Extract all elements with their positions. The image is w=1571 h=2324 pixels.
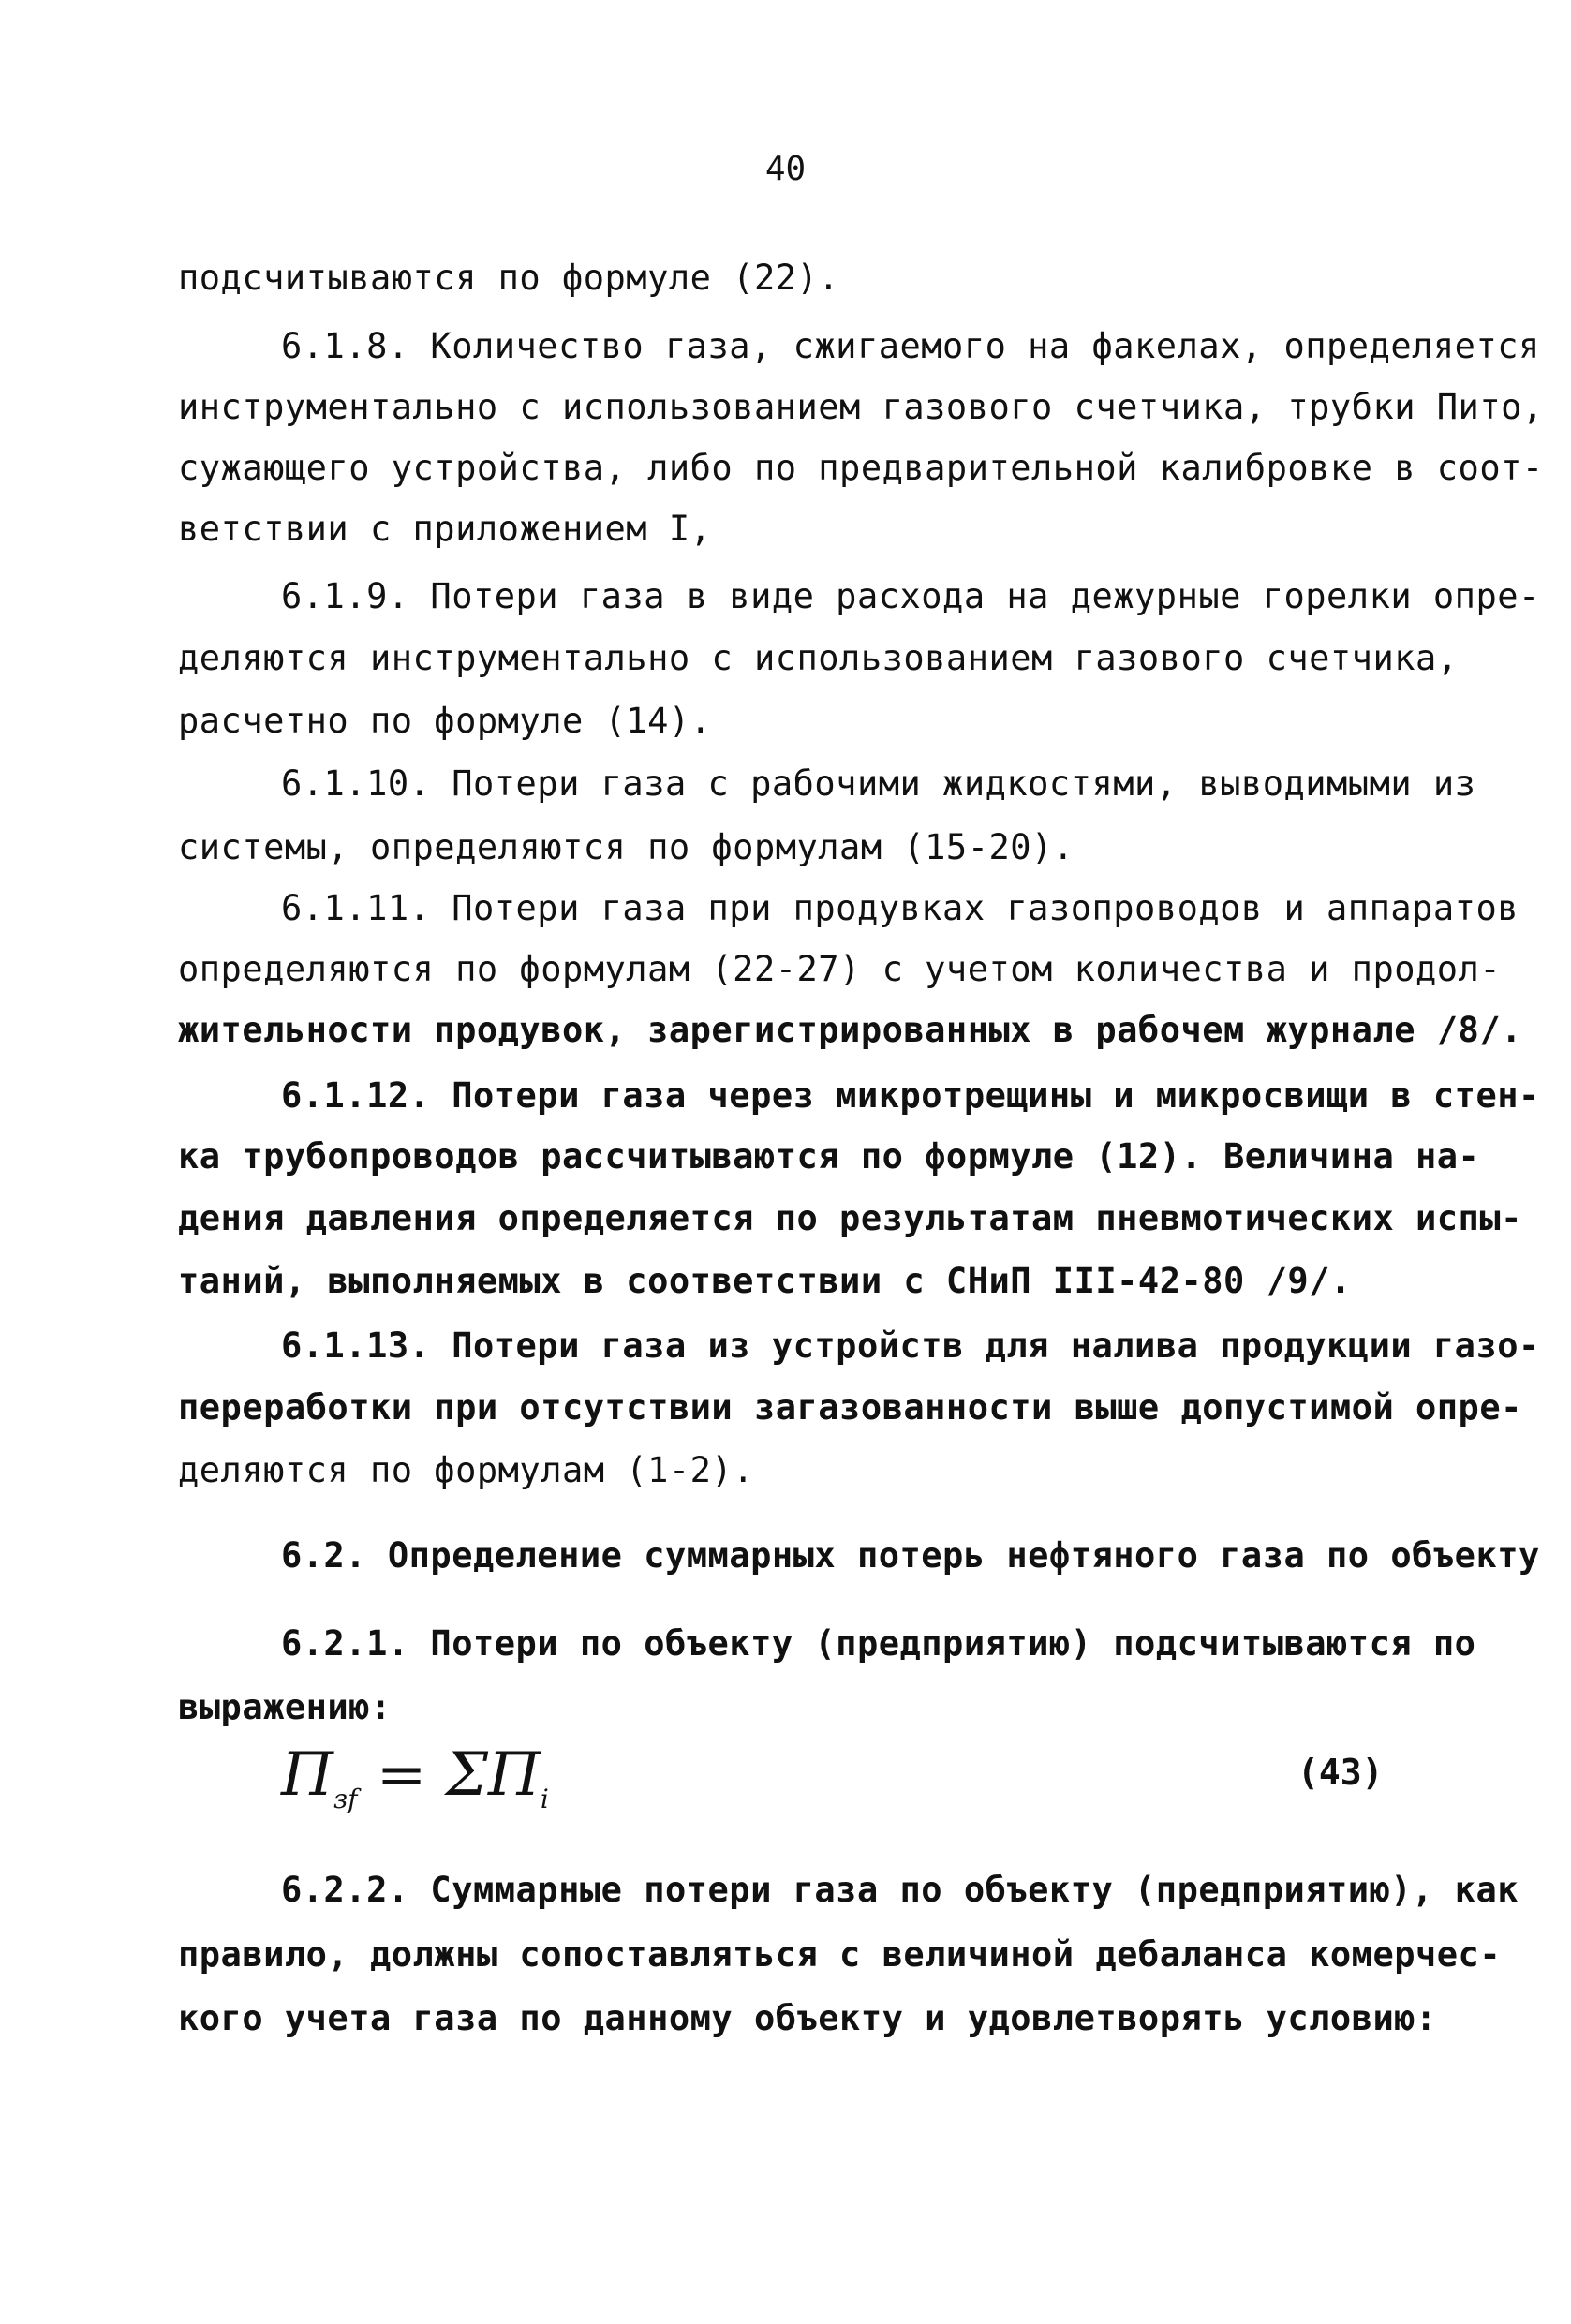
text-line: 6.1.9. Потери газа в виде расхода на дежурные горелки опре- xyxy=(281,576,1540,616)
page-number: 40 xyxy=(764,150,807,188)
text-line: расчетно по формуле (14). xyxy=(178,701,712,741)
text-line: сужающего устройства, либо по предварительной калибровке в соот- xyxy=(178,448,1544,488)
text-line: 6.1.13. Потери газа из устройств для налива продукции газо- xyxy=(281,1325,1540,1366)
text-line: определяются по формулам (22-27) с учетом количества и продол- xyxy=(178,949,1502,989)
text-line: 6.2.2. Суммарные потери газа по объекту (предприятию), как xyxy=(281,1870,1519,1910)
text-line: 6.1.10. Потери газа с рабочими жидкостями, выводимыми из xyxy=(281,763,1476,804)
text-line: деляются по формулам (1-2). xyxy=(178,1450,754,1490)
text-line: переработки при отсутствии загазованности выше допустимой опре- xyxy=(178,1387,1522,1428)
text-line: 6.1.11. Потери газа при продувках газопроводов и аппаратов xyxy=(281,888,1519,928)
formula-lhs: П xyxy=(281,1740,333,1810)
text-line: кого учета газа по данному объекту и удовлетворять условию: xyxy=(178,1998,1437,2038)
formula-equals: = xyxy=(357,1740,446,1810)
text-line: системы, определяются по формулам (15-20). xyxy=(178,827,1075,867)
text-line: дения давления определяется по результатам пневмотических испы- xyxy=(178,1198,1522,1238)
section-heading: 6.2. Определение суммарных потерь нефтяного газа по объекту xyxy=(281,1535,1540,1576)
formula-rhs: ΣП xyxy=(445,1740,541,1810)
text-line: 6.1.12. Потери газа через микротрещины и микросвищи в стен- xyxy=(281,1075,1540,1116)
formula-rhs-subscript: i xyxy=(540,1783,549,1814)
text-line: инструментально с использованием газового счетчика, трубки Пито, xyxy=(178,387,1544,427)
text-line: ка трубопроводов рассчитываются по формуле (12). Величина на- xyxy=(178,1136,1480,1177)
text-line: выражению: xyxy=(178,1687,392,1727)
formula-43 xyxy=(281,1738,549,1837)
text-line: 6.1.8. Количество газа, сжигаемого на факелах, определяется xyxy=(281,326,1540,366)
text-line: подсчитываются по формуле (22). xyxy=(178,258,840,298)
text-line: жительности продувок, зарегистрированных в рабочем журнале /8/. xyxy=(178,1010,1522,1050)
text-line: таний, выполняемых в соответствии с СНиП III-42-80 /9/. xyxy=(178,1261,1352,1301)
equation-number: (43) xyxy=(1297,1752,1384,1793)
text-line: правило, должны сопоставляться с величиной дебаланса комерчес- xyxy=(178,1934,1502,1975)
formula-lhs-subscript: зf xyxy=(333,1783,358,1814)
text-line: 6.2.1. Потери по объекту (предприятию) подсчитываются по xyxy=(281,1623,1476,1664)
text-line: деляются инструментально с использованием газового счетчика, xyxy=(178,638,1459,678)
text-line: ветствии с приложением I, xyxy=(178,509,712,549)
